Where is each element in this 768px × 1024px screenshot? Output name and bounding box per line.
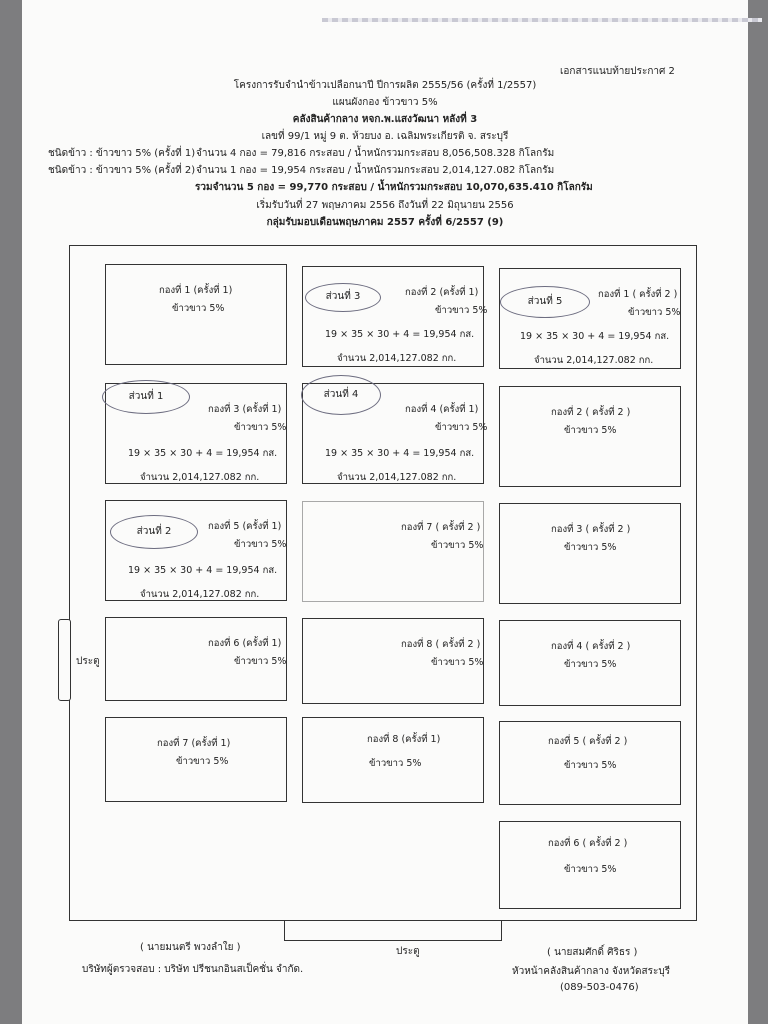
section-label: ส่วนที่ 2	[136, 526, 172, 537]
lot-grade: ข้าวขาว 5%	[176, 756, 229, 767]
total-row: รวมจำนวน 5 กอง = 99,770 กระสอบ / น้ำหนักรวมกระสอบ 10,070,635.410 กิโลกรัม	[195, 182, 593, 193]
section-label: ส่วนที่ 3	[325, 291, 361, 302]
lot-6-2	[499, 821, 681, 909]
section-label: ส่วนที่ 4	[323, 389, 359, 400]
lot-grade: ข้าวขาว 5%	[564, 425, 617, 436]
section-oval	[301, 375, 381, 415]
receive-dates: เริ่มรับวันที่ 27 พฤษภาคม 2556 ถึงวันที่ 22 มิถุนายน 2556	[256, 200, 514, 211]
lot-2-1	[302, 266, 488, 367]
lot-amount: จำนวน 2,014,127.082 กก.	[337, 472, 457, 483]
lot-grade: ข้าวขาว 5%	[234, 422, 287, 433]
warehouse-address: เลขที่ 99/1 หมู่ 9 ต. ห้วยบง อ. เฉลิมพระเกียรติ จ. สระบุรี	[261, 131, 509, 142]
lot-calc: 19 × 35 × 30 + 4 = 19,954 กส.	[325, 329, 475, 340]
rice-type-2-label: ชนิดข้าว : ข้าวขาว 5% (ครั้งที่ 2)	[48, 165, 196, 176]
lot-name: กองที่ 3 (ครั้งที่ 1)	[208, 404, 282, 415]
lot-grade: ข้าวขาว 5%	[564, 760, 617, 771]
rice-type-1-label: ชนิดข้าว : ข้าวขาว 5% (ครั้งที่ 1)	[48, 148, 196, 159]
lot-1-2	[499, 268, 681, 369]
lot-8-1	[302, 717, 484, 803]
lot-calc: 19 × 35 × 30 + 4 = 19,954 กส.	[128, 448, 278, 459]
lot-2-2	[499, 386, 681, 487]
lot-amount: จำนวน 2,014,127.082 กก.	[140, 472, 260, 483]
warehouse-name: คลังสินค้ากลาง หจก.พ.แสงวัฒนา หลังที่ 3	[292, 114, 478, 125]
lot-grade: ข้าวขาว 5%	[564, 542, 617, 553]
lot-amount: จำนวน 2,014,127.082 กก.	[534, 355, 654, 366]
section-oval	[500, 286, 590, 318]
lot-grade: ข้าวขาว 5%	[234, 656, 287, 667]
lot-4-2	[499, 620, 681, 706]
document-page	[22, 0, 748, 1024]
delivery-group: กลุ่มรับมอบเดือนพฤษภาคม 2557 ครั้งที่ 6/2557 (9)	[266, 217, 504, 228]
lot-7-2	[302, 501, 484, 602]
lot-grade: ข้าวขาว 5%	[234, 539, 287, 550]
lot-grade: ข้าวขาว 5%	[628, 307, 681, 318]
lot-name: กองที่ 8 ( ครั้งที่ 2 )	[401, 639, 481, 650]
rice-type-1-value: จำนวน 4 กอง = 79,816 กระสอบ / น้ำหนักรวมกระสอบ 8,056,508.328 กิโลกรัม	[196, 148, 555, 159]
inspector-name: ( นายมนตรี พวงลำใย )	[140, 942, 241, 953]
section-oval	[305, 283, 381, 312]
manager-phone: (089-503-0476)	[560, 982, 639, 993]
lot-name: กองที่ 1 ( ครั้งที่ 2 )	[598, 289, 678, 300]
lot-name: กองที่ 5 ( ครั้งที่ 2 )	[548, 736, 628, 747]
lot-name: กองที่ 8 (ครั้งที่ 1)	[367, 734, 441, 745]
lot-name: กองที่ 4 (ครั้งที่ 1)	[405, 404, 479, 415]
lot-calc: 19 × 35 × 30 + 4 = 19,954 กส.	[325, 448, 475, 459]
lot-grade: ข้าวขาว 5%	[435, 305, 488, 316]
lot-amount: จำนวน 2,014,127.082 กก.	[337, 353, 457, 364]
lot-name: กองที่ 6 (ครั้งที่ 1)	[208, 638, 282, 649]
lot-name: กองที่ 4 ( ครั้งที่ 2 )	[551, 641, 631, 652]
lot-8-2	[302, 618, 484, 704]
lot-name: กองที่ 7 (ครั้งที่ 1)	[157, 738, 231, 749]
lot-calc: 19 × 35 × 30 + 4 = 19,954 กส.	[520, 331, 670, 342]
section-label: ส่วนที่ 5	[527, 296, 563, 307]
lot-grade: ข้าวขาว 5%	[172, 303, 225, 314]
layout-title: แผนผังกอง ข้าวขาว 5%	[332, 97, 438, 108]
lot-3-1	[105, 383, 287, 484]
lot-name: กองที่ 2 (ครั้งที่ 1)	[405, 287, 479, 298]
lot-name: กองที่ 7 ( ครั้งที่ 2 )	[401, 522, 481, 533]
inspector-company: บริษัทผู้ตรวจสอบ : บริษัท ปรีชนกอินสเป็คชั่น จำกัด.	[82, 964, 304, 975]
scan-edge-artifact	[322, 18, 762, 22]
attachment-note: เอกสารแนบท้ายประกาศ 2	[560, 66, 675, 77]
lot-name: กองที่ 6 ( ครั้งที่ 2 )	[548, 838, 628, 849]
bottom-gate-label: ประตู	[396, 946, 420, 957]
lot-grade: ข้าวขาว 5%	[564, 659, 617, 670]
lot-name: กองที่ 1 (ครั้งที่ 1)	[159, 285, 233, 296]
lot-6-1	[105, 617, 287, 701]
rice-type-2-value: จำนวน 1 กอง = 19,954 กระสอบ / น้ำหนักรวมกระสอบ 2,014,127.082 กิโลกรัม	[196, 165, 555, 176]
lot-name: กองที่ 2 ( ครั้งที่ 2 )	[551, 407, 631, 418]
lot-5-2	[499, 721, 681, 805]
manager-title: หัวหน้าคลังสินค้ากลาง จังหวัดสระบุรี	[512, 966, 671, 977]
section-oval	[102, 380, 190, 414]
left-gate-label: ประตู	[76, 656, 100, 667]
left-gate	[58, 619, 71, 701]
lot-amount: จำนวน 2,014,127.082 กก.	[140, 589, 260, 600]
lot-3-2	[499, 503, 681, 604]
lot-1-1	[105, 264, 287, 365]
lot-grade: ข้าวขาว 5%	[431, 540, 484, 551]
lot-name: กองที่ 5 (ครั้งที่ 1)	[208, 521, 282, 532]
lot-7-1	[105, 717, 287, 802]
lot-4-1	[302, 383, 488, 484]
section-label: ส่วนที่ 1	[128, 391, 164, 402]
lot-grade: ข้าวขาว 5%	[435, 422, 488, 433]
lot-grade: ข้าวขาว 5%	[431, 657, 484, 668]
lot-calc: 19 × 35 × 30 + 4 = 19,954 กส.	[128, 565, 278, 576]
lot-grade: ข้าวขาว 5%	[564, 864, 617, 875]
lot-name: กองที่ 3 ( ครั้งที่ 2 )	[551, 524, 631, 535]
lot-5-1	[105, 500, 287, 601]
manager-name: ( นายสมศักดิ์ ศิริธร )	[547, 947, 638, 958]
section-oval	[110, 515, 198, 549]
project-title: โครงการรับจำนำข้าวเปลือกนาปี ปีการผลิต 2555/56 (ครั้งที่ 1/2557)	[233, 80, 537, 91]
lot-grade: ข้าวขาว 5%	[369, 758, 422, 769]
bottom-gate	[284, 920, 502, 941]
